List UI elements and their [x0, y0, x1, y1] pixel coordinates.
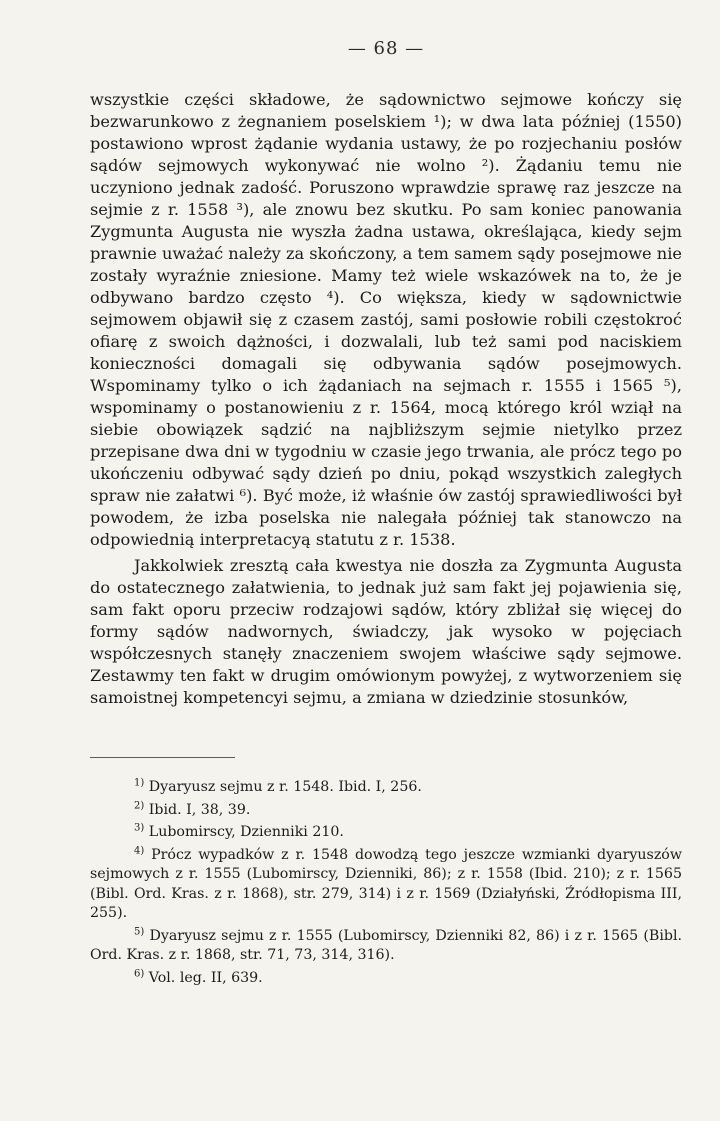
footnote [90, 846, 682, 924]
footnote-marker: 2) [134, 799, 145, 811]
footnote-text: Prócz wypadków z r. 1548 dowodzą tego jeszcze wzmianki dyaryuszów sejmowych z r. 1555 (Lubomirscy, Dzienniki, 86); z r. 1558 (Ibid. 210); z r. 1565 (Bibl. Ord. Kras. z r. 1868), str. 279, 314) i z r. 1569 (Działyński, Źródłopisma III, 255). [90, 846, 682, 921]
footnote [90, 801, 682, 821]
paragraph: Jakkolwiek zresztą cała kwestya nie doszła za Zygmunta Augusta do ostatecznego załatwienia, to jednak już sam fakt jej pojawienia się, sam fakt oporu przeciw rodzajowi sądów, który zbliżał się więcej do formy sądów nadwornych, świadczy, jak wysoko w pojęciach współczesnych stanęły znaczeniem swojem właściwe sądy sejmowe. Zestawmy ten fakt w drugim omówionym powyżej, z wytworzeniem się samoistnej kompetencyi sejmu, a zmiana w dziedzinie stosunków, [90, 556, 682, 707]
footnote-text: Lubomirscy, Dzienniki 210. [148, 824, 344, 840]
body-text [90, 89, 682, 709]
footnote-marker: 5) [134, 925, 145, 937]
footnote [90, 927, 682, 966]
footnote-text: Ibid. I, 38, 39. [148, 801, 251, 818]
footnote-marker: 1) [134, 777, 145, 789]
footnote-separator [90, 757, 235, 758]
paragraph: wszystkie części składowe, że sądownictwo sejmowe kończy się bezwarunkowo z żegnaniem poselskiem ¹); w dwa lata później (1550) postawiono wprost żądanie wydania ustawy, że po rozjechaniu posłów sądów sejmowych wykonywać nie wolno ²). Żądaniu temu nie uczyniono jednak zadość. Poruszono wprawdzie sprawę raz jeszcze na sejmie z r. 1558 ³), ale znowu bez skutku. Po sam koniec panowania Zygmunta Augusta nie wyszła żadna ustawa, określająca, kiedy sejm prawnie uważać należy za skończony, a tem samem sądy posejmowe nie zostały wyraźnie zniesione. Mamy też wiele wskazówek na to, że je odbywano bardzo często ⁴). Co większa, kiedy w sądownictwie sejmowem objawił się z czasem zastój, sami posłowie robili częstokroć ofiarę z swoich dążności, i dozwalali, lub też sami pod naciskiem konieczności domagali się odbywania sądów posejmowych. Wspominamy tylko o ich żądaniach na sejmach r. 1555 i 1565 ⁵), wspominamy o postanowieniu z r. 1564, mocą którego król wziął na siebie obowiązek sądzić na najbliższym sejmie nietylko przez przepisane dwa dni w tygodniu w czasie jego trwania, ale prócz tego po ukończeniu odbywać sądy dzień po dniu, pokąd wszystkich zaległych spraw nie załatwi ⁶). Być może, iż właśnie ów zastój sprawiedliwości był powodem, że izba poselska nie nalegała później tak stanowczo na odpowiednią interpretacyą statutu z r. 1538. [90, 90, 682, 549]
footnote-text: Vol. leg. II, 639. [148, 969, 263, 986]
footnote [90, 969, 682, 989]
footnote-marker: 6) [134, 967, 145, 979]
footnote [90, 823, 682, 843]
footnote-text: Dyaryusz sejmu z r. 1548. Ibid. I, 256. [148, 779, 422, 795]
page-number: — 68 — [347, 38, 425, 59]
footnotes-list [90, 778, 682, 988]
footnote [90, 778, 682, 798]
footnote-marker: 3) [134, 822, 145, 834]
footnote-text: Dyaryusz sejmu z r. 1555 (Lubomirscy, Dzienniki 82, 86) i z r. 1565 (Bibl. Ord. Kras. z r. 1868, str. 71, 73, 314, 316). [90, 927, 683, 963]
footnote-marker: 4) [134, 844, 145, 856]
